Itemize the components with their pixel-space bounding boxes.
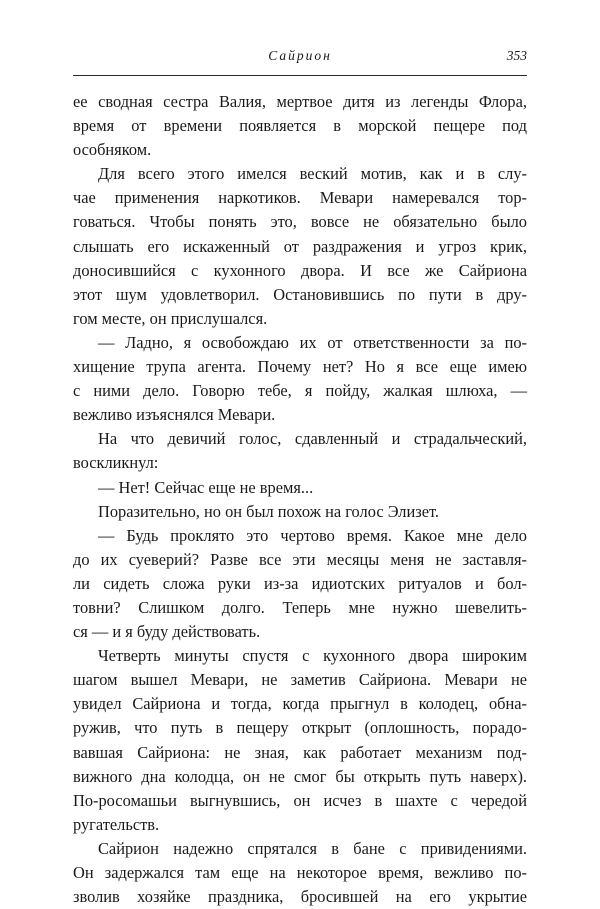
text-line: — Будь проклято это чертово время. Какое мне дело xyxy=(98,525,527,545)
header-rule xyxy=(73,75,527,76)
page-number: 353 xyxy=(506,48,527,63)
text-line: — Нет! Сейчас еще не время... xyxy=(98,477,314,497)
text-line: вавшая Сайриона: не зная, как работает механизм под- xyxy=(73,742,527,762)
text-line: По-росомашьи выгнувшись, он исчез в шахте с чередой xyxy=(73,790,527,810)
text-line: ругательств. xyxy=(73,814,160,834)
text-line: время от времени появляется в морской пещере под xyxy=(73,116,527,136)
text-line: вежливо изъяснялся Мевари. xyxy=(73,405,276,425)
text-line: с ними дело. Говорю тебе, я пойду, жалкая шлюха, — xyxy=(73,381,527,401)
running-head xyxy=(73,44,527,72)
text-line: ли сидеть сложа руки из-за идиотских ритуалов и бол- xyxy=(73,573,527,593)
text-line: ся — и я буду действовать. xyxy=(73,622,261,642)
text-line: гом месте, он прислушался. xyxy=(73,308,268,328)
text-line: до их суеверий? Разве все эти месяцы меня не заставля- xyxy=(73,549,527,569)
text-line: Поразительно, но он был похож на голос Элизет. xyxy=(98,501,440,521)
text-body xyxy=(73,90,527,909)
text-line: слышать его искаженный от раздражения и угроз крик, xyxy=(73,236,527,256)
text-line: ружив, что путь в пещеру открыт (оплошность, порадо- xyxy=(73,718,527,738)
text-line: На что девичий голос, сдавленный и страдальческий, xyxy=(98,429,527,449)
text-line: ее сводная сестра Валия, мертвое дитя из легенды Флора, xyxy=(73,92,527,111)
text-line: этот шум удовлетворил. Остановившись по пути в дру- xyxy=(73,284,527,304)
text-line: Четверть минуты спустя с кухонного двора широким xyxy=(98,646,527,666)
text-line: Сайрион надежно спрятался в бане с привидениями. xyxy=(98,838,527,858)
text-line: шагом вышел Мевари, не заметив Сайриона. Мевари не xyxy=(73,670,527,690)
text-line: особняком. xyxy=(73,140,152,160)
text-line: говаться. Чтобы понять это, вовсе не обязательно было xyxy=(73,212,527,232)
text-line: зволив хозяйке праздника, бросившей на его укрытие xyxy=(73,887,527,907)
text-line: доносившийся с кухонного двора. И все же Сайриона xyxy=(73,260,527,280)
text-line: воскликнул: xyxy=(73,453,159,473)
text-line: вижного дна колодца, он не смог бы открыть путь наверх). xyxy=(73,766,527,786)
text-line: Он задержался там еще на некоторое время, вежливо по- xyxy=(73,863,527,882)
text-line: Для всего этого имелся веский мотив, как и в слу- xyxy=(98,164,527,184)
running-head-title: Сайрион xyxy=(268,48,332,63)
text-line: хищение трупа агента. Почему нет? Но я все еще имею xyxy=(73,357,527,377)
text-line: — Ладно, я освобождаю их от ответственности за по- xyxy=(98,332,527,352)
text-line: товни? Слишком долго. Теперь мне нужно шевелить- xyxy=(73,597,527,617)
text-line: увидел Сайриона и тогда, когда прыгнул в колодец, обна- xyxy=(73,694,527,714)
text-line: чае применения наркотиков. Мевари намеревался тор- xyxy=(73,188,527,208)
